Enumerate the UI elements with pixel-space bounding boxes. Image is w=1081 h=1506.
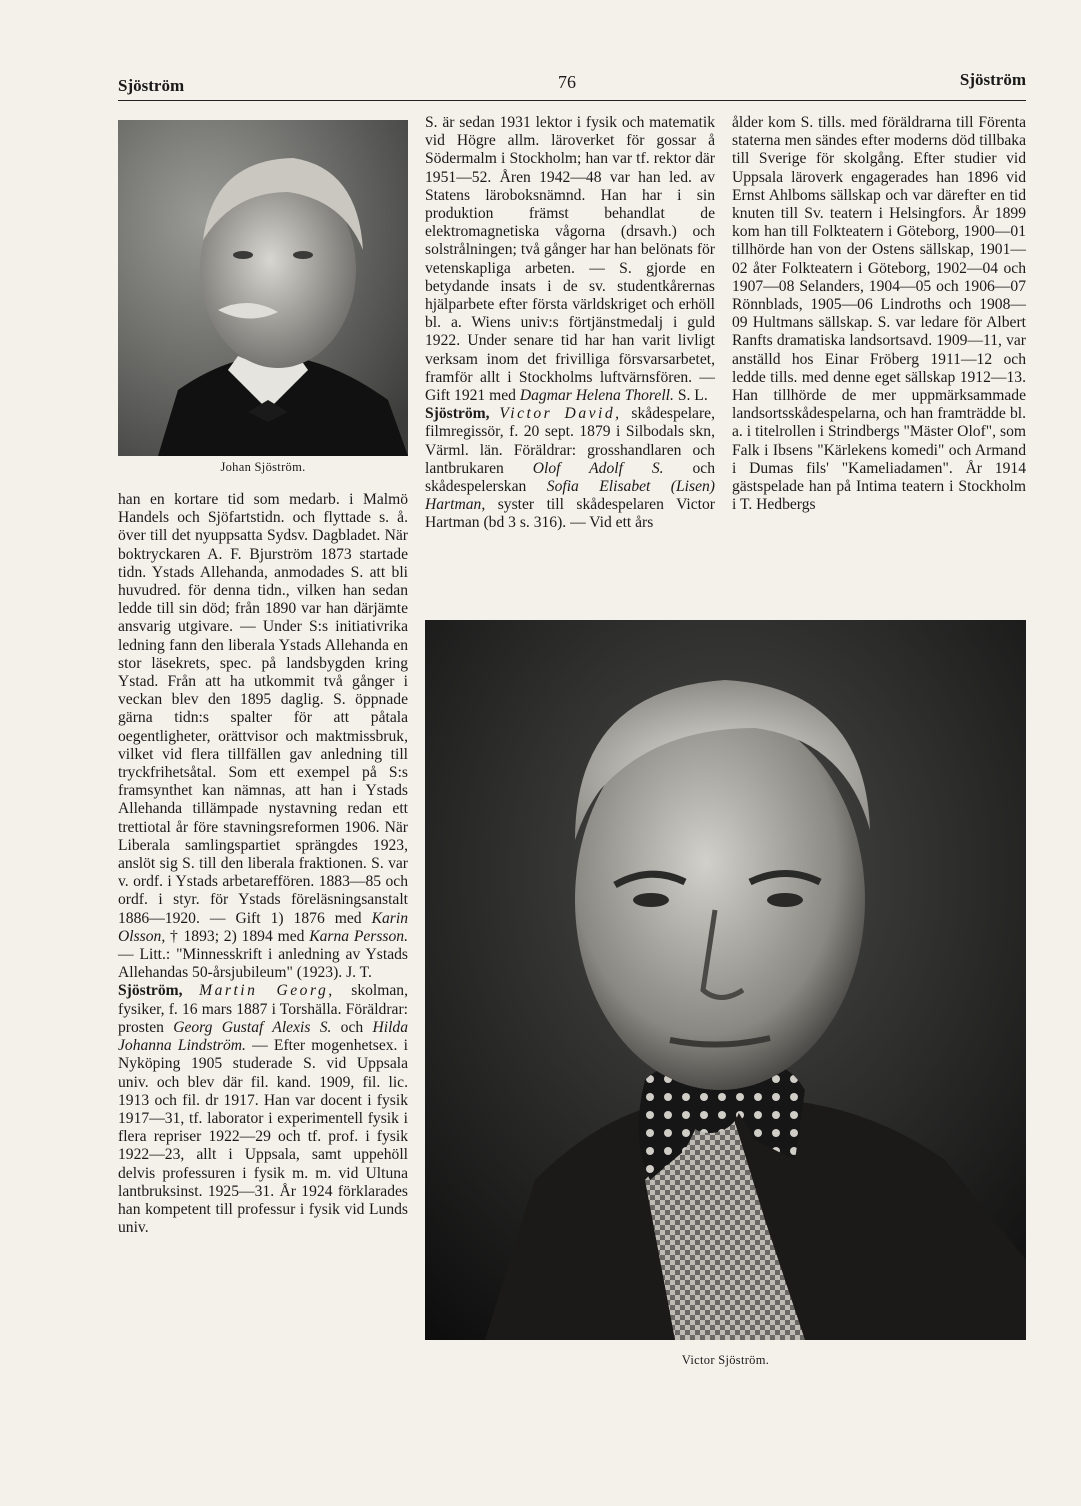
victor-heading: Sjöström, [425, 405, 490, 423]
johan-portrait-image [118, 120, 408, 456]
victor-article-continuation [732, 114, 1026, 514]
johan-wife-1: Karin Olsson, [118, 909, 408, 945]
johan-article-continuation [118, 491, 408, 982]
header-rule [118, 100, 1026, 101]
victor-name: Victor David, [499, 405, 622, 423]
martin-article [118, 982, 408, 1237]
martin-father: Georg Gustaf Alexis S. [173, 1018, 332, 1036]
header-right-word: Sjöström [959, 70, 1026, 89]
johan-portrait [118, 120, 408, 456]
column-2 [425, 114, 715, 533]
page-number: 76 [558, 72, 576, 92]
martin-text-a: skolman, fysiker, f. 16 mars 1887 i Torshälla. Föräldrar: prosten [118, 982, 408, 1036]
column-3 [732, 114, 1026, 514]
martin-cont-text: S. är sedan 1931 lektor i fysik och matematik vid Högre allm. läroverket för gossar å Södermalm i Stockholm; han var tf. rektor där 1951—52. Åren 1942—48 var han led. av Statens läroboksnämnd. Han har i sin produktion främst behandlat de elektromagnetiska vågorna (drsavh.) och solstrålningen; två gånger har han belönats för vetenskapliga arbeten. — S. gjorde en betydande insats i de sv. studentkårernas hjälparbete efter första världskriget och erhöll bl. a. Wiens univ:s förtjänstmedalj i guld 1922. Under senare tid har han varit livligt verksam inom det frivilliga försvarsarbetet, framför allt i Stockholms luftvärnsfören. — Gift 1921 med [425, 114, 715, 405]
johan-wife-2: Karna Persson. [309, 927, 408, 945]
johan-text-end: — Litt.: "Minnesskrift i anledning av Ystads Allehandas 50-årsjubileum" (1923). J. T. [118, 946, 408, 982]
running-header [118, 70, 1026, 96]
martin-article-continuation [425, 114, 715, 405]
column-1 [118, 491, 408, 1237]
victor-caption: Victor Sjöström. [681, 1353, 770, 1367]
victor-mother: Sofia Elisabet (Lisen) Hartman, [425, 478, 715, 514]
martin-text-b: och [331, 1018, 373, 1036]
victor-text-b: och skådespelerskan [425, 459, 715, 496]
victor-cont-text: ålder kom S. tills. med föräldrarna till Förenta staterna men sändes efter moderns död tillbaka till Sverige för skolgång. Efter studier vid Uppsala läroverk engagerades han 1896 vid Ernst Ahlboms sällskap och var därefter en tid knuten till Sv. teatern i Helsingfors. År 1899 kom han till Folkteatern i Göteborg, 1900—01 tillhörde han von der Ostens sällskap, 1901—02 åter Folkteatern i Göteborg, 1902—04 och 1907—08 Selanders, 1904—05 och 1906—07 Rönnblads, 1905—06 Lindroths och 1908—09 Hultmans sällskap. S. var ledare för Albert Ranfts dramatiska landsortsavd. 1909—11, var anställd hos Einar Fröberg 1911—12 och ledde tills. med denne eget sällskap 1912—13. Han tillhörde de mer uppmärksammade landsortsskådespelarna, och han framträdde bl. a. i titelrollen i Strindbergs "Mäster Olof", som Falk i Ibsens "Kärlekens komedi" och Armand i Dumas fils' "Kameliadamen". År 1914 gästspelade han på Intima teatern i Stockholm i T. Hedbergs [732, 114, 1026, 514]
victor-text-c: syster till skådespelaren Victor Hartman (bd 3 s. 316). — Vid ett års [425, 496, 715, 532]
martin-text-c: — Efter mogenhetsex. i Nyköping 1905 studerade S. vid Uppsala univ. och blev där fil. kand. 1909, fil. lic. 1913 och fil. dr 1917. Han var docent i fysik 1917—31, tf. laborator i experimentell fysik i flera repriser 1922—29 och tf. prof. i fysik 1922—23, allt i Uppsala, samt uppehöll delvis professuren i fysik m. m. vid Ultuna lantbruksinst. 1925—31. År 1924 förklarades han kompetent till professur i fysik vid Lunds univ. [118, 1037, 408, 1237]
johan-text-mid: † 1893; 2) 1894 med [165, 927, 310, 945]
johan-caption: Johan Sjöström. [220, 460, 306, 474]
victor-father: Olof Adolf S. [532, 459, 664, 477]
martin-wife: Dagmar Helena Thorell. [519, 387, 674, 405]
victor-article [425, 405, 715, 532]
martin-signature: S. L. [673, 387, 708, 405]
johan-text: han en kortare tid som medarb. i Malmö Handels och Sjöfartstidn. och flyttade s. å. över till det nyuppsatta Sydsv. Dagbladet. När boktryckaren A. F. Bjurström 1873 startade tidn. Ystads Allehanda, anmodades S. att bli huvudred. för denna tidn., vilken han sedan ledde till sin död; från 1890 var han därjämte ansvarig utgivare. — Under S:s initiativrika ledning fann den liberala Ystads Allehanda en stor läsekrets, spec. på landsbygden kring Ystad. Från att ha utkommit två gånger i veckan blev den 1895 daglig. S. öppnade gärna tidn:s spalter för att påtala oegentligheter, orättvisor och maktmissbruk, vilket vid flera tillfällen gav anledning till tryckfrihetsåtal. Som ett exempel på S:s framsynthet kan nämnas, att han i Ystads Allehanda tillämpade nystavning redan ett trettiotal år före stavningsreformen 1906. När Liberala samlingspartiet sprängdes 1923, anslöt sig S. till den liberala fraktionen. S. var v. ordf. i Ystads arbetareffören. 1883—85 och ordf. i styr. för Ystads föreläsningsanstalt 1886—1920. — Gift 1) 1876 med [118, 491, 408, 927]
victor-portrait [425, 620, 1026, 1340]
victor-text-a: skådespelare, filmregissör, f. 20 sept. 1879 i Silbodals skn, Värml. län. Föräldrar: grosshandlaren och lantbrukaren [425, 405, 715, 477]
header-left-word: Sjöström [118, 76, 185, 95]
martin-heading: Sjöström, [118, 982, 183, 1000]
victor-portrait-image [425, 620, 1026, 1340]
martin-mother: Hilda Johanna Lindström. [118, 1018, 408, 1055]
martin-name: Martin Georg, [199, 982, 335, 1000]
